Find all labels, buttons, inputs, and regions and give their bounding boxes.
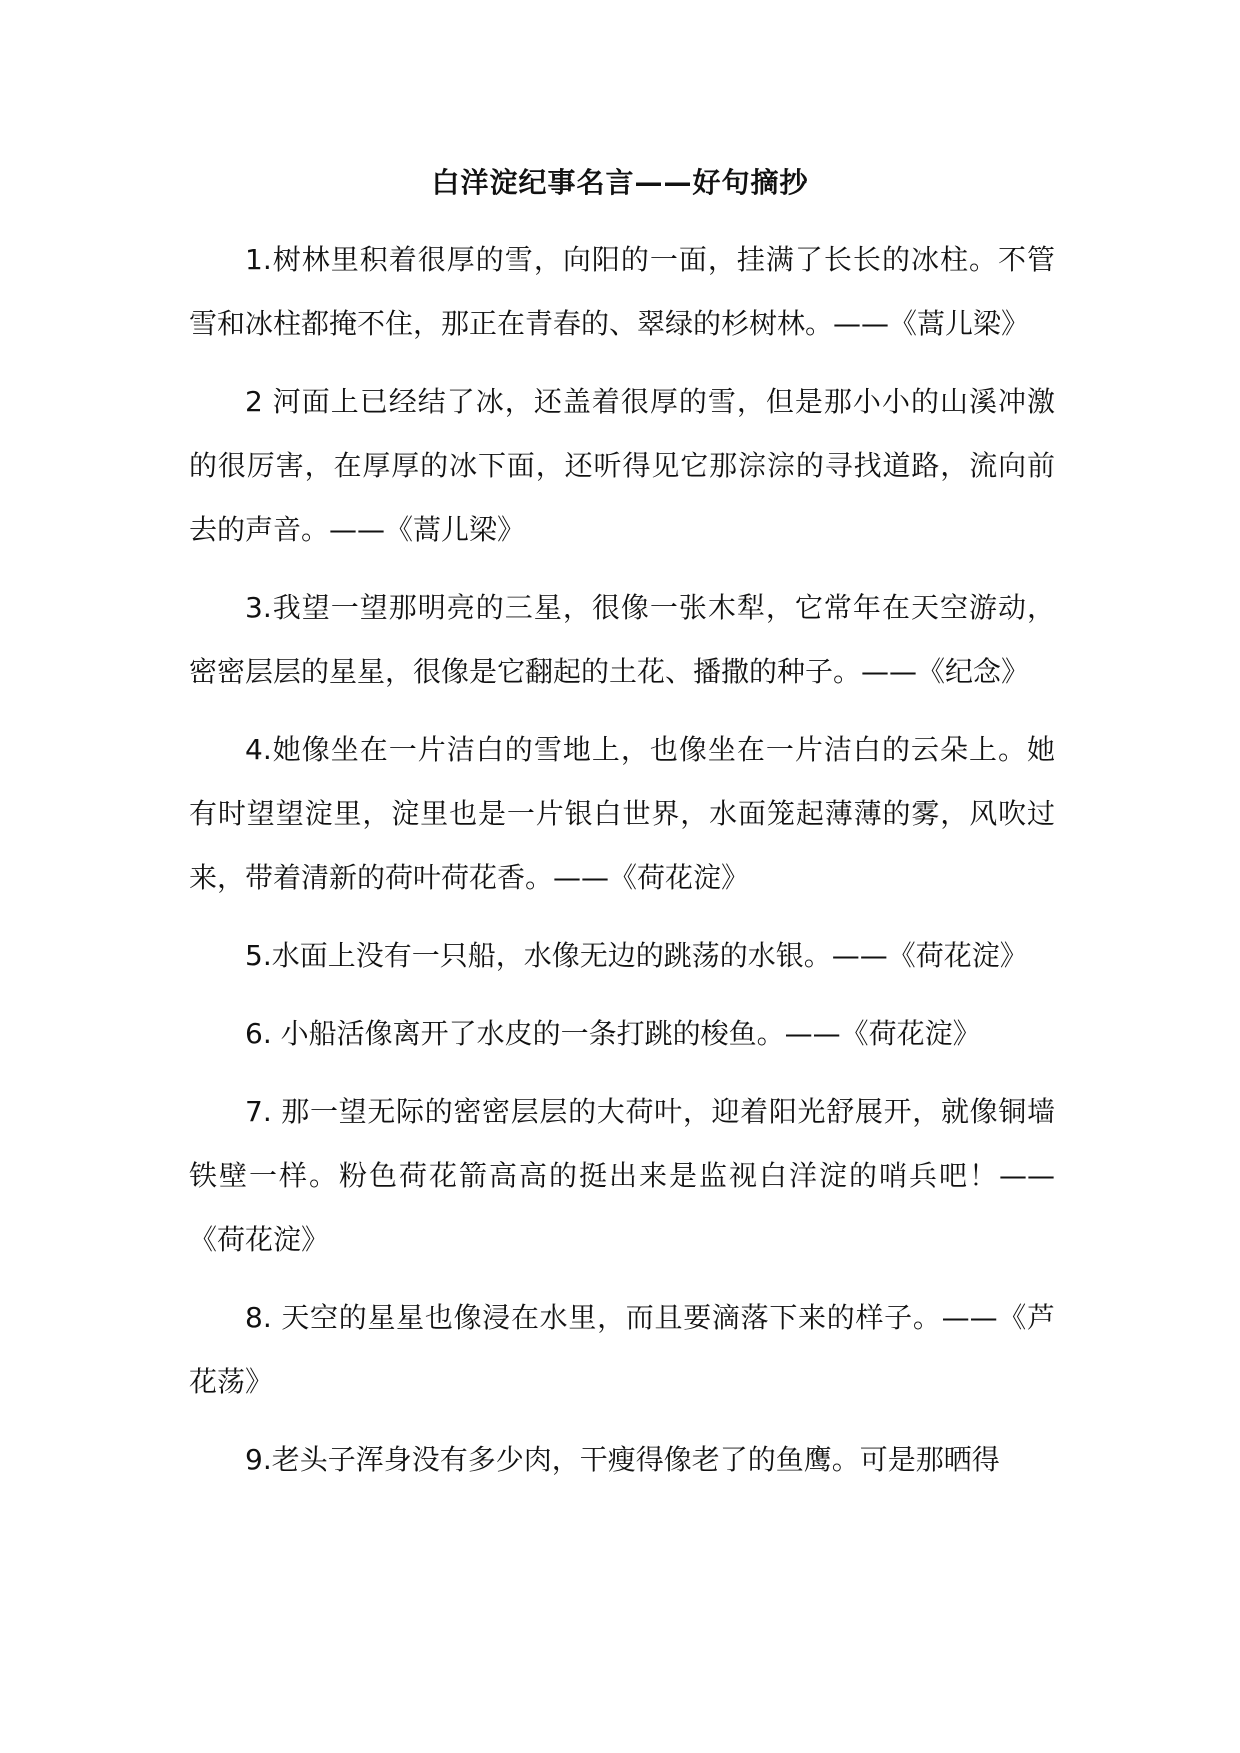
page-title: 白洋淀纪事名言——好句摘抄 xyxy=(431,166,809,199)
quote-paragraph-6: 6. 小船活像离开了水皮的一条打跳的梭鱼。——《荷花淀》 xyxy=(245,1017,981,1050)
quote-paragraph-1: 1.树林里积着很厚的雪，向阳的一面，挂满了长长的冰柱。不管雪和冰柱都掩不住，那正在青春的、翠绿的杉树林。——《蒿儿梁》 xyxy=(189,243,1055,340)
quote-paragraph-4: 4.她像坐在一片洁白的雪地上，也像坐在一片洁白的云朵上。她有时望望淀里，淀里也是一片银白世界，水面笼起薄薄的雾，风吹过来，带着清新的荷叶荷花香。——《荷花淀》 xyxy=(189,733,1055,894)
quote-paragraph-2: 2 河面上已经结了冰，还盖着很厚的雪，但是那小小的山溪冲激的很厉害，在厚厚的冰下面，还听得见它那淙淙的寻找道路，流向前去的声音。——《蒿儿梁》 xyxy=(189,385,1055,546)
quote-paragraph-7: 7. 那一望无际的密密层层的大荷叶，迎着阳光舒展开，就像铜墙铁壁一样。粉色荷花箭高高的挺出来是监视白洋淀的哨兵吧！——《荷花淀》 xyxy=(189,1095,1055,1256)
quote-paragraph-5: 5.水面上没有一只船，水像无边的跳荡的水银。——《荷花淀》 xyxy=(245,939,1028,972)
document-body xyxy=(189,228,1055,1506)
quote-paragraph-8: 8. 天空的星星也像浸在水里，而且要滴落下来的样子。——《芦花荡》 xyxy=(189,1301,1055,1398)
quote-paragraph-9: 9.老头子浑身没有多少肉，干瘦得像老了的鱼鹰。可是那晒得 xyxy=(245,1443,1000,1476)
quote-paragraph-3: 3.我望一望那明亮的三星，很像一张木犁，它常年在天空游动，密密层层的星星，很像是它翻起的土花、播撒的种子。——《纪念》 xyxy=(189,591,1055,688)
